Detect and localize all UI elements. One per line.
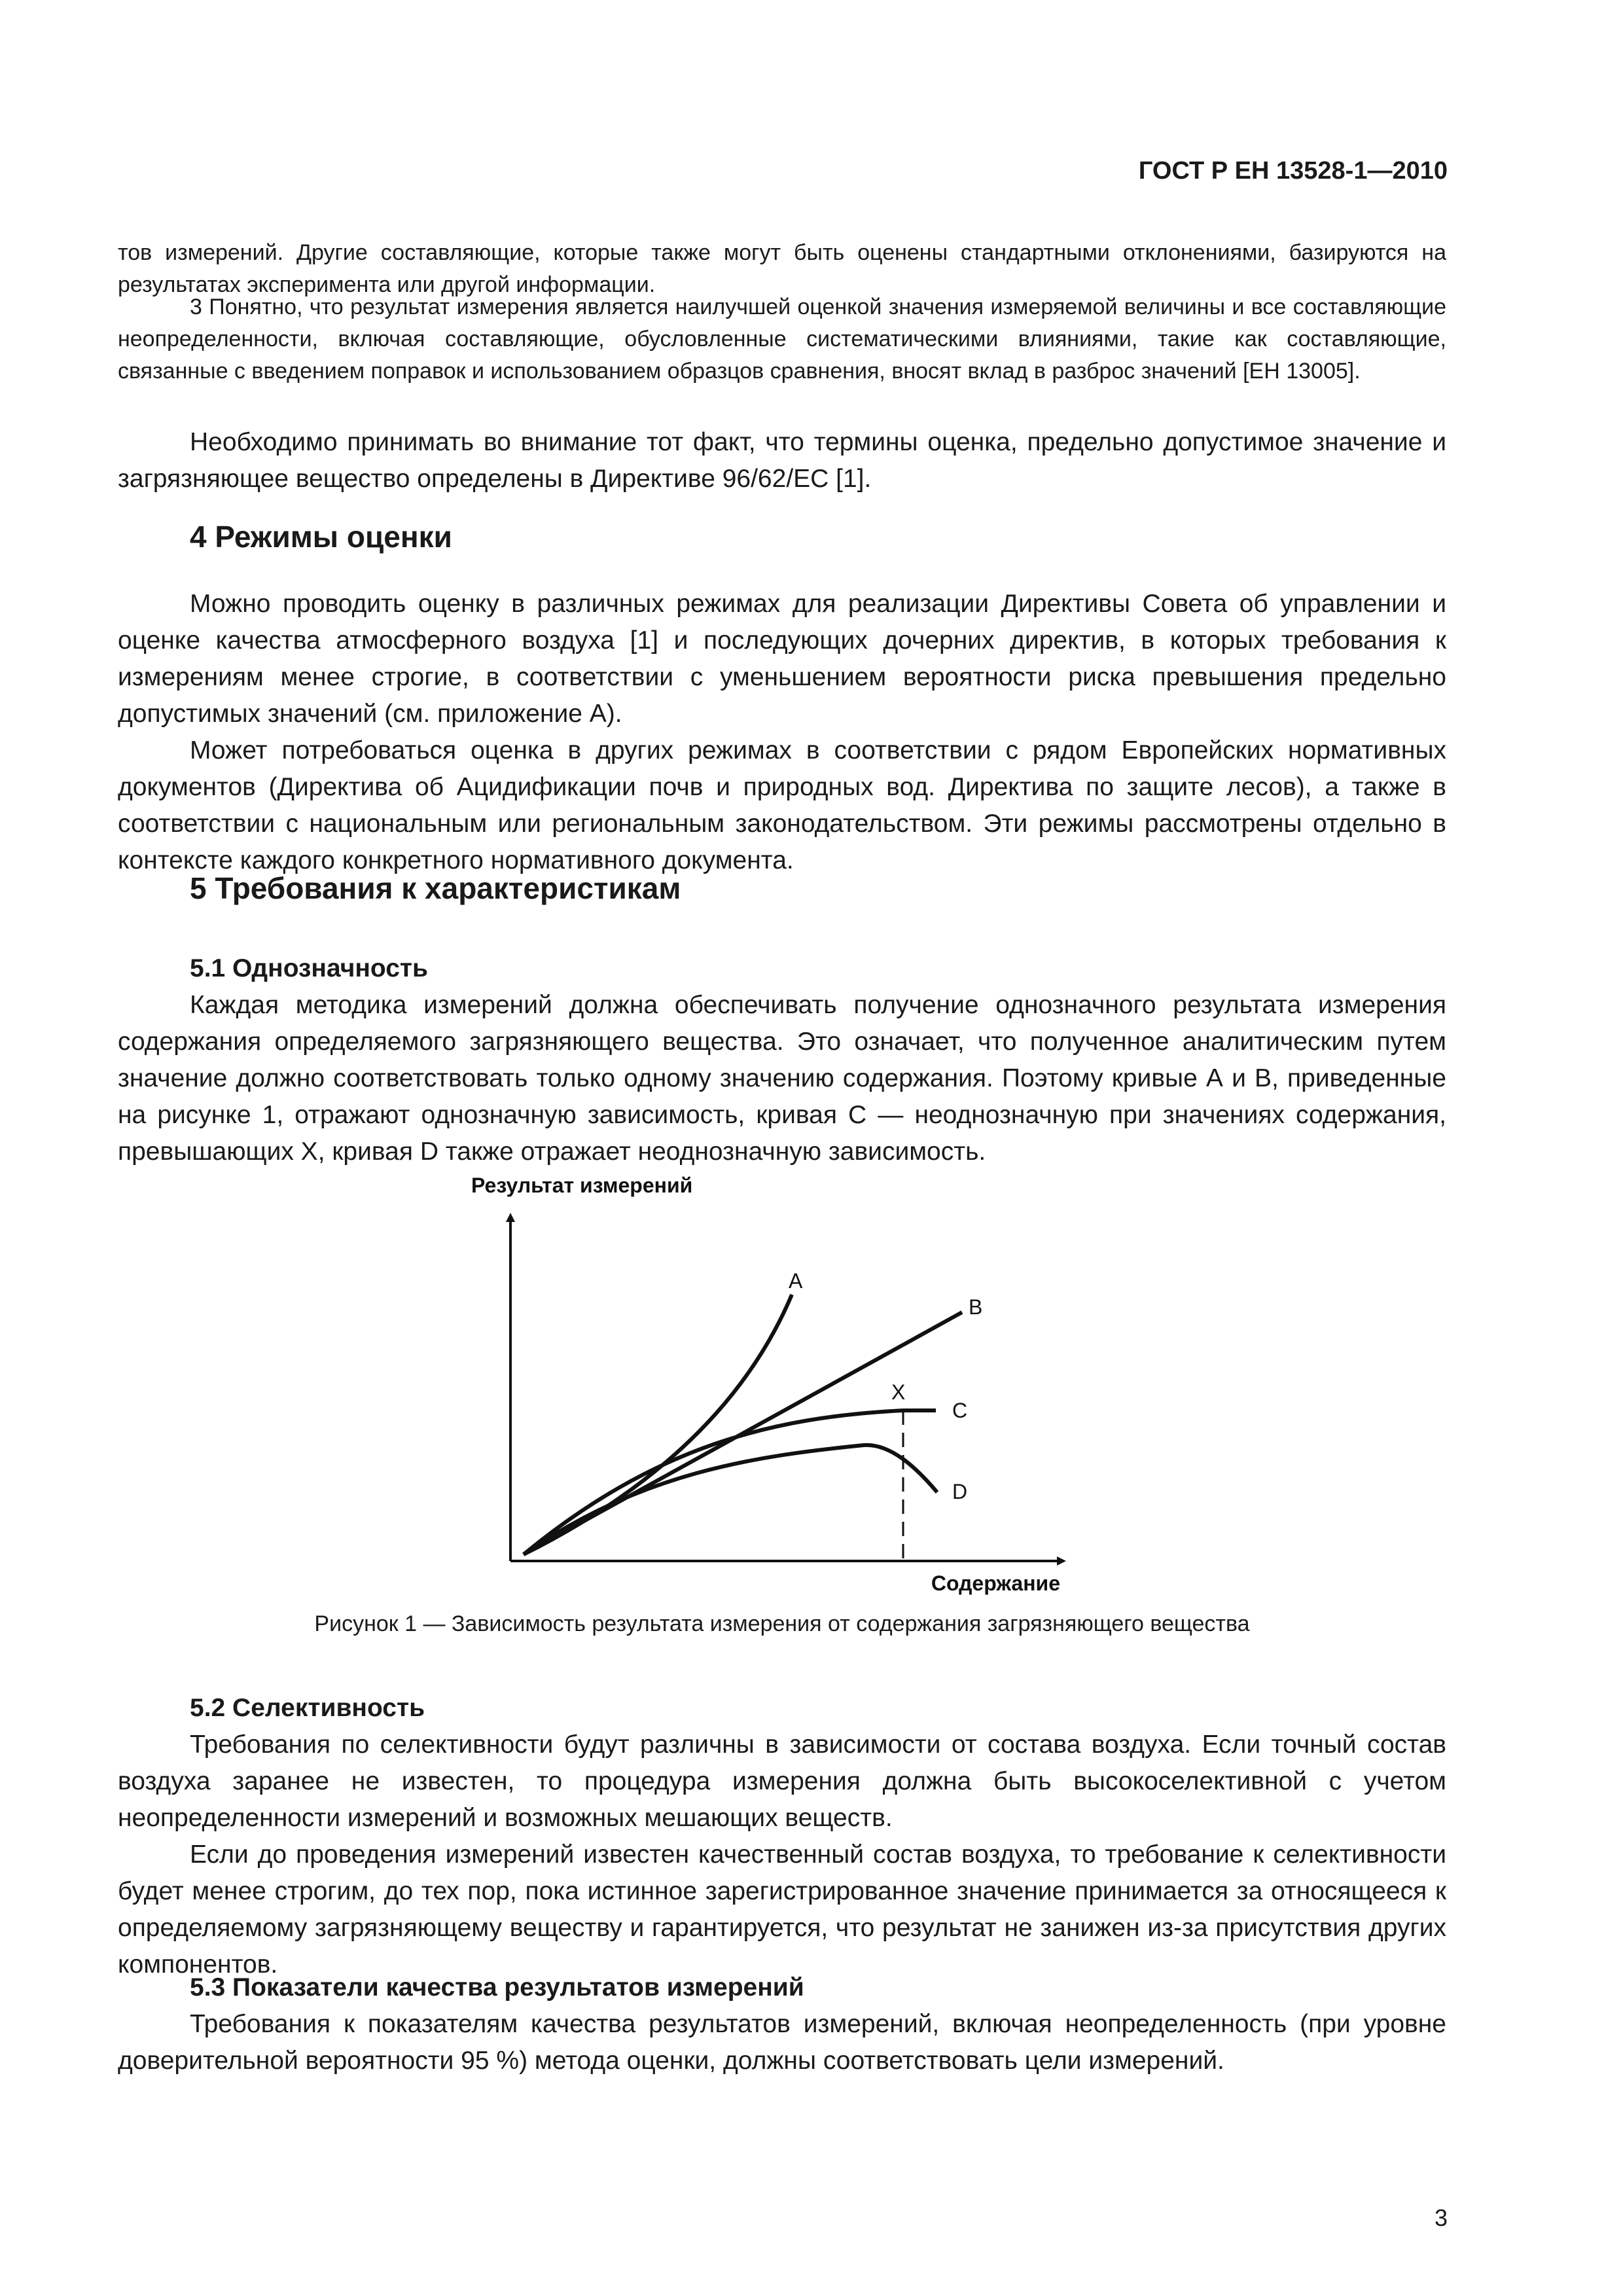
x-axis-label: Содержание: [931, 1571, 1060, 1595]
note-text: тов измерений. Другие составляющие, которые также могут быть оценены стандартными отклонениями, базируются на результатах эксперимента или другой информации.: [118, 240, 1446, 297]
intro-block: [118, 424, 1446, 497]
section-4-paragraph: Может потребоваться оценка в других режимах в соответствии с рядом Европейских нормативных документов (Директива об Ацидификации почв и природных вод. Директива по защите лесов), а также в соответствии с национальным или региональным законодательством. Эти режимы рассмотрены отдельно в контексте каждого конкретного нормативного документа.: [118, 736, 1446, 874]
section-5-3-paragraph: Требования к показателям качества результатов измерений, включая неопределенность (при уровне доверительной вероятности 95 %) метода оценки, должны соответствовать цели измерений.: [118, 2010, 1446, 2075]
note-3: [118, 291, 1446, 387]
section-5-3-title: 5.3 Показатели качества результатов измерений: [190, 1973, 804, 2001]
section-5-3: [118, 1973, 1446, 2079]
section-4-heading-wrap: [118, 519, 1446, 554]
section-5-1: [118, 954, 1446, 1170]
curve-c-label: C: [952, 1399, 968, 1422]
section-5-2-title: 5.2 Селективность: [190, 1694, 425, 1722]
section-5-heading-wrap: [118, 870, 1446, 906]
section-4-body: [118, 586, 1446, 879]
curve-d-label: D: [952, 1480, 968, 1503]
x-label: X: [891, 1380, 906, 1404]
section-5-2-paragraph: Требования по селективности будут различны в зависимости от состава воздуха. Если точный состав воздуха заранее не известен, то процедура измерения должна быть высокоселективной с учетом неопределенности измерений и возможных мешающих веществ.: [118, 1731, 1446, 1832]
y-axis-label: Результат измерений: [471, 1174, 693, 1197]
figure-caption: Рисунок 1 — Зависимость результата измерения от содержания загрязняющего вещества: [314, 1611, 1250, 1636]
section-4-title: 4 Режимы оценки: [190, 520, 452, 554]
section-5-2: [118, 1694, 1446, 1983]
intro-paragraph: Необходимо принимать во внимание тот факт, что термины оценка, предельно допустимое значение и загрязняющее вещество определены в Директиве 96/62/ЕС [1].: [118, 428, 1446, 493]
figure-1: [458, 1165, 1086, 1597]
section-4-paragraph: Можно проводить оценку в различных режимах для реализации Директивы Совета об управлении и оценке качества атмосферного воздуха [1] и последующих дочерних директив, в которых требования к измерениям менее строгие, в соответствии с уменьшением вероятности риска превышения предельно допустимых значений (см. приложение А).: [118, 590, 1446, 728]
section-5-2-paragraph: Если до проведения измерений известен качественный состав воздуха, то требование к селективности будет менее строгим, до тех пор, пока истинное зарегистрированное значение принимается за относящееся к определяемому загрязняющему веществу и гарантируется, что результат не занижен из-за присутствия других компонентов.: [118, 1840, 1446, 1979]
standard-number: ГОСТ Р ЕН 13528-1—2010: [1138, 157, 1448, 185]
section-5-1-title: 5.1 Однозначность: [190, 954, 428, 982]
page-number: 3: [1434, 2204, 1448, 2231]
curve-a-label: A: [789, 1269, 803, 1293]
section-5-title: 5 Требования к характеристикам: [190, 871, 681, 905]
curve-a: [524, 1295, 792, 1554]
figure-1-graph: [458, 1165, 1086, 1597]
note-text: 3 Понятно, что результат измерения является наилучшей оценкой значения измеряемой величины и все составляющие неопределенности, включая составляющие, обусловленные систематическими влияниями, такие как составляющие, связанные с введением поправок и использованием образцов сравнения, вносят вклад в разброс значений [ЕН 13005].: [118, 295, 1446, 384]
curve-c: [524, 1410, 936, 1554]
curve-d: [524, 1445, 937, 1554]
section-5-1-paragraph: Каждая методика измерений должна обеспечивать получение однозначного результата измерения содержания определяемого загрязняющего вещества. Это означает, что полученное аналитическим путем значение должно соответствовать только одному значению содержания. Поэтому кривые А и В, приведенные на рисунке 1, отражают однозначную зависимость, кривая С — неоднозначную при значениях содержания, превышающих X, кривая D также отражает неоднозначную зависимость.: [118, 991, 1446, 1166]
curve-b-label: B: [969, 1295, 983, 1319]
